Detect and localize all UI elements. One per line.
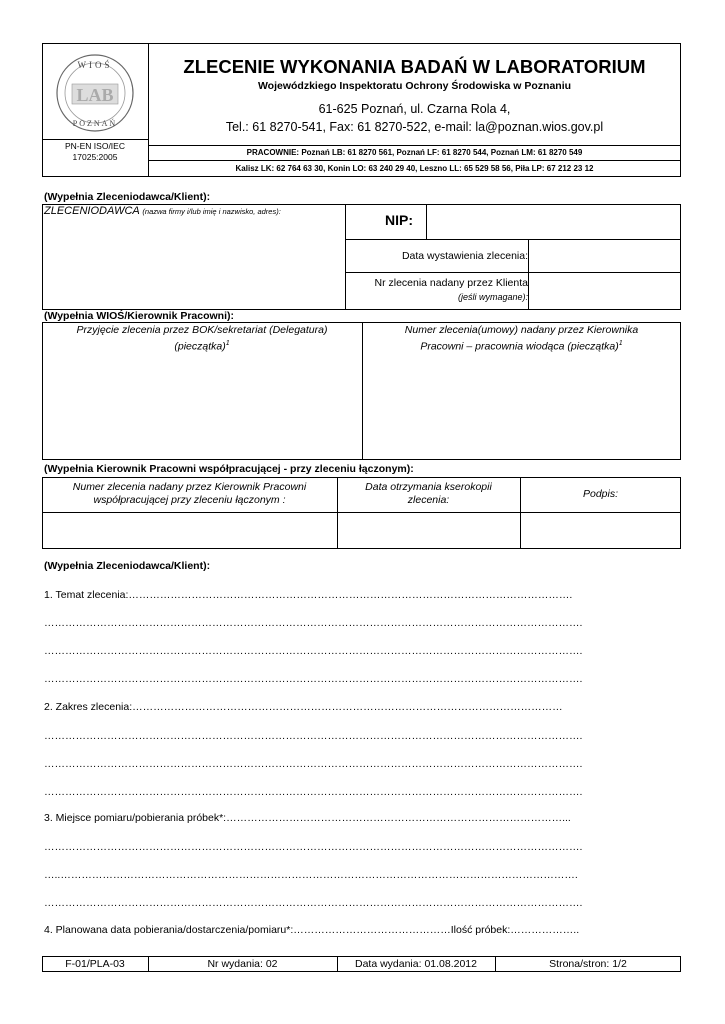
client-fields-divider xyxy=(426,204,427,239)
page-title: ZLECENIE WYKONANIA BADAŃ W LABORATORIUM xyxy=(183,56,646,77)
bok-stamp-line1: Przyjęcie zlecenia przez BOK/sekretariat (Delegatura) xyxy=(76,324,328,336)
date-field[interactable] xyxy=(530,241,678,270)
coop-col1-line1: Numer zlecenia nadany przez Kierownik Pracowni xyxy=(72,481,307,493)
client-hint: (nazwa firmy i/lub imię i nazwisko, adres): xyxy=(142,207,281,216)
wios-box-divider xyxy=(362,322,363,460)
svg-text:LAB: LAB xyxy=(76,85,114,105)
coop-col2-header xyxy=(339,481,518,507)
manager-stamp-line1: Numer zlecenia(umowy) nadany przez Kierownika xyxy=(404,324,639,336)
client-nip-bottom xyxy=(345,239,681,240)
order-no-field[interactable] xyxy=(530,274,678,308)
scope-line-4[interactable]: ………………………………………………………………………………………………………………………………………. xyxy=(44,786,583,798)
standard-label xyxy=(42,141,148,163)
client-name-field[interactable] xyxy=(44,205,342,307)
item-topic[interactable]: 1. Temat zlecenia:………………………………………………………………………………………………………………. xyxy=(44,589,573,601)
bok-stamp-field[interactable] xyxy=(44,324,360,458)
footnote-mark: 1 xyxy=(225,340,230,347)
wios-section-heading: (Wypełnia WIOŚ/Kierownik Pracowni): xyxy=(44,310,234,322)
coop-header-bottom xyxy=(42,512,681,513)
location-line-3[interactable]: …..…………………………………………………………………………………………………………………………………. xyxy=(44,869,578,881)
form-section-heading: (Wypełnia Zleceniodawca/Klient): xyxy=(44,560,211,572)
standard-line2: 17025:2005 xyxy=(72,152,118,162)
labs-line2: Kalisz LK: 62 764 63 30, Konin LO: 63 240 29 40, Leszno LL: 65 529 58 56, Piła LP: 67 212 23 12 xyxy=(235,164,594,173)
coop-col-divider2 xyxy=(520,477,521,549)
footer-page: Strona/stron: 1/2 xyxy=(549,958,627,970)
location-line-4[interactable]: ………………………………………………………………………………………………………………………………………. xyxy=(44,897,583,909)
manager-stamp-line2: Pracowni – pracownia wiodąca (pieczątka)$^1$ xyxy=(420,340,623,353)
order-no-hint: (jeśli wymagane): xyxy=(457,292,528,302)
item-scope[interactable]: 2. Zakres zlecenia:…………………………………………………………………………………………………………… xyxy=(44,701,563,713)
coop-signature-field[interactable] xyxy=(522,514,679,547)
client-fields-divider2 xyxy=(528,239,529,310)
coop-section-heading: (Wypełnia Kierownik Pracowni współpracującej - przy zleceniu łączonym): xyxy=(44,463,414,475)
header-labs-top xyxy=(148,145,681,146)
coop-col3-header: Podpis: xyxy=(582,488,619,500)
coop-order-no-field[interactable] xyxy=(44,514,335,547)
svg-text:POZNAŃ: POZNAŃ xyxy=(72,119,118,128)
contact-line: Tel.: 61 8270-541, Fax: 61 8270-522, e-mail: la@poznan.wios.gov.pl xyxy=(225,120,604,134)
client-date-bottom xyxy=(345,272,681,273)
page-subtitle: Wojewódzkiego Inspektoratu Ochrony Środowiska w Poznaniu xyxy=(257,80,572,92)
order-no-label xyxy=(345,276,528,304)
client-label: ZLECENIODAWCA xyxy=(44,205,140,217)
logo-seal-icon xyxy=(50,50,140,136)
item-planned-date[interactable]: 4. Planowana data pobierania/dostarczenia/pomiaru*:………………………………………Ilość próbek:……………….. xyxy=(44,924,580,936)
topic-line-3[interactable]: ………………………………………………………………………………………………………………………………………. xyxy=(44,645,583,657)
coop-col1-line2: współpracującej przy zleceniu łączonym : xyxy=(93,494,286,506)
footer-issue-date: Data wydania: 01.08.2012 xyxy=(354,958,477,970)
footer-form-code: F-01/PLA-03 xyxy=(65,958,125,970)
manager-stamp-field[interactable] xyxy=(364,324,679,458)
coop-col2-line2: zlecenia: xyxy=(407,494,450,506)
coop-col-divider1 xyxy=(337,477,338,549)
nip-field[interactable] xyxy=(428,206,678,237)
wios-lab-logo xyxy=(50,50,140,136)
date-label: Data wystawienia zlecenia: xyxy=(401,250,528,262)
coop-copy-date-field[interactable] xyxy=(339,514,518,547)
bok-stamp-line2: (pieczątka)$^1$ xyxy=(174,340,230,353)
item-location[interactable]: 3. Miejsce pomiaru/pobierania próbek*:……………………………………………………………………………………... xyxy=(44,812,571,824)
coop-col1-header xyxy=(44,481,335,507)
address-line: 61-625 Poznań, ul. Czarna Rola 4, xyxy=(318,102,511,116)
standard-line1: PN-EN ISO/IEC xyxy=(65,141,125,151)
footer-edition: Nr wydania: 02 xyxy=(207,958,278,970)
scope-line-2[interactable]: ………………………………………………………………………………………………………………………………………. xyxy=(44,730,583,742)
client-section-heading: (Wypełnia Zleceniodawca/Klient): xyxy=(44,191,211,203)
topic-line-4[interactable]: ………………………………………………………………………………………………………………………………………. xyxy=(44,673,583,685)
nip-label: NIP: xyxy=(385,212,413,228)
scope-line-3[interactable]: ………………………………………………………………………………………………………………………………………. xyxy=(44,758,583,770)
header-logo-divider xyxy=(42,139,148,140)
svg-text:WIOŚ: WIOŚ xyxy=(77,60,113,70)
coop-col2-line1: Data otrzymania kserokopii xyxy=(365,481,492,493)
footnote-mark: 1 xyxy=(618,340,623,347)
header-labs-mid xyxy=(148,160,681,161)
location-line-2[interactable]: ………………………………………………………………………………………………………………………………………. xyxy=(44,841,583,853)
order-no-label-text: Nr zlecenia nadany przez Klienta xyxy=(374,277,528,289)
labs-line1: PRACOWNIE: Poznań LB: 61 8270 561, Poznań LF: 61 8270 544, Poznań LM: 61 8270 549 xyxy=(246,148,583,157)
topic-line-2[interactable]: ………………………………………………………………………………………………………………………………………. xyxy=(44,617,583,629)
